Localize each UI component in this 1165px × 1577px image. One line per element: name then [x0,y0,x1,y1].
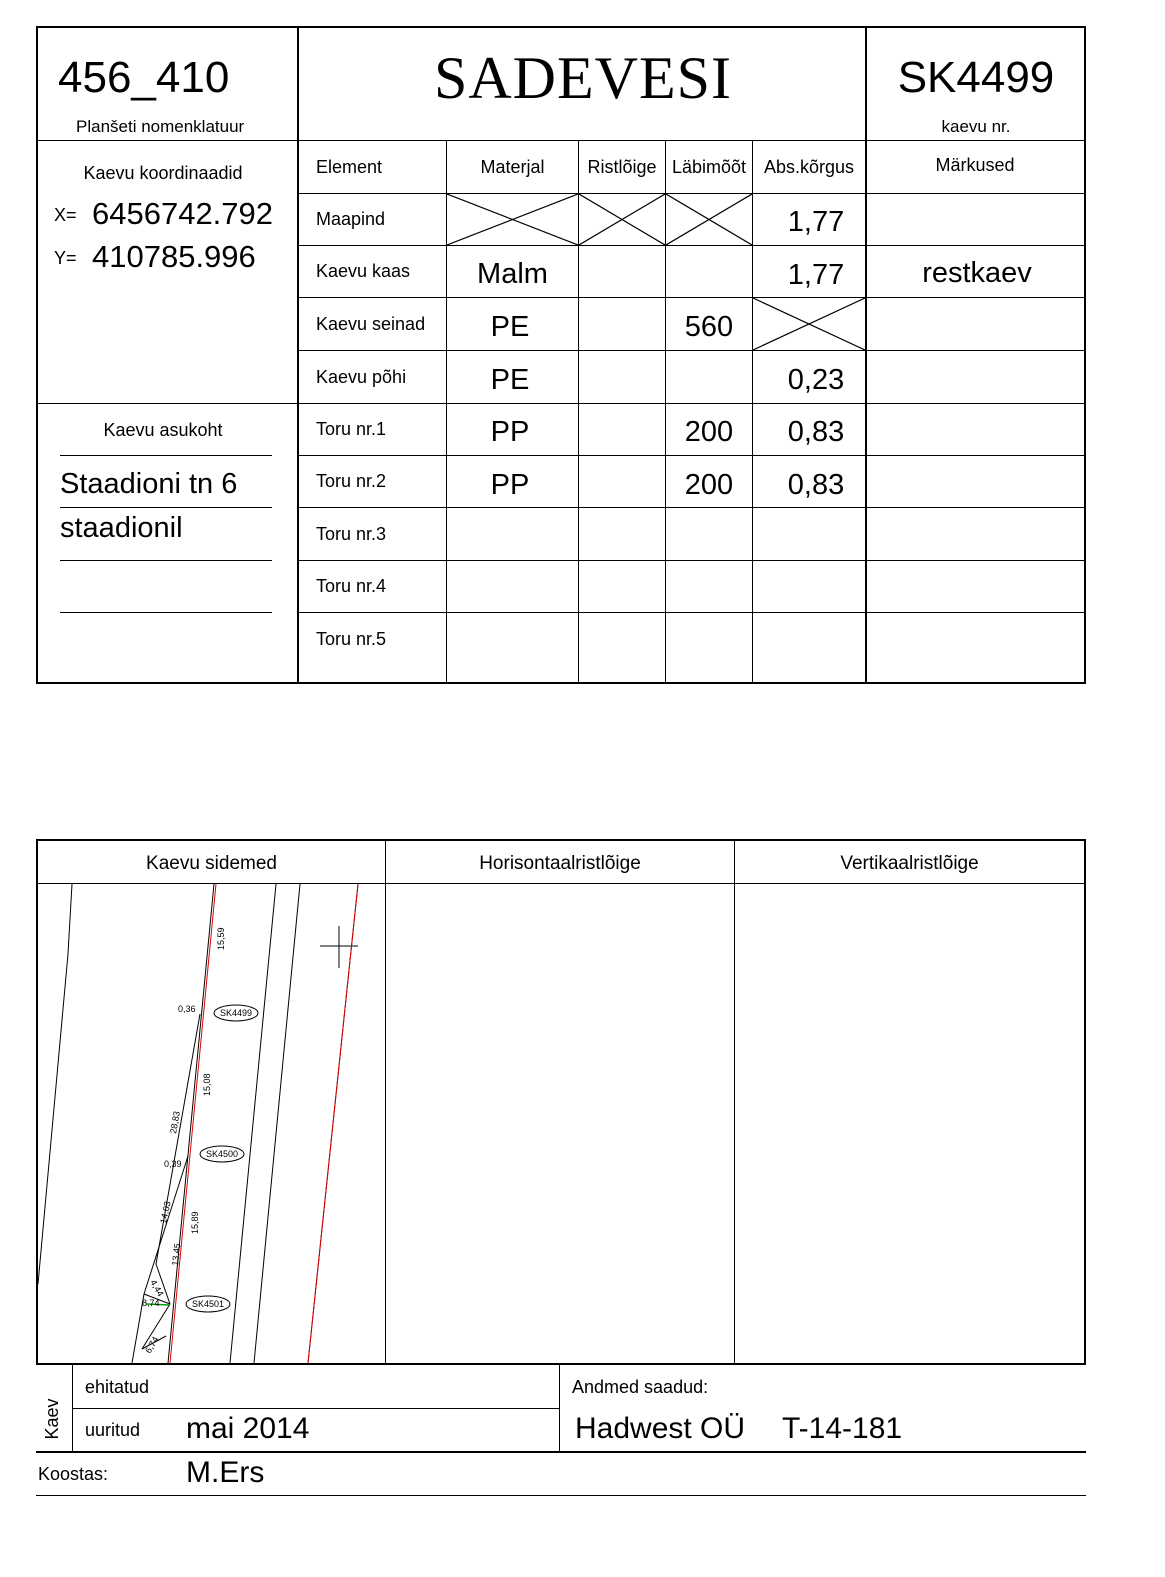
map-dimension-label: 0,36 [178,1004,196,1014]
location-label: Kaevu asukoht [103,420,223,440]
panel-label-vertical: Vertikaalristlõige [840,853,979,874]
y-value: 410785.996 [92,239,256,274]
map-dimension-label: 15,89 [190,1211,200,1234]
row-element: Kaevu põhi [316,367,407,387]
compiled-value: M.Ers [186,1456,265,1489]
surveyed-label: uuritud [85,1420,141,1440]
col-header-notes: Märkused [935,155,1015,175]
map-dimension-label: 15,59 [216,927,226,950]
cell-material: PE [490,311,530,343]
crossed-cell [447,194,578,245]
cell-diameter: 200 [684,469,734,501]
col-header-diameter: Läbimõõt [671,157,747,177]
x-label: X= [54,205,77,225]
data-from-company: Hadwest OÜ [575,1412,746,1445]
panel-label-horizontal: Horisontaalristlõige [479,853,641,874]
sheet-nomenclature-label: Planšeti nomenklatuur [76,117,245,136]
map-dimension-label: 15,08 [202,1073,212,1096]
row-element: Toru nr.3 [316,524,387,544]
map-well-label: SK4501 [191,1299,225,1309]
sheet-nomenclature-value: 456_410 [58,53,230,102]
row-element: Kaevu seinad [316,314,426,334]
cell-diameter: 200 [684,416,734,448]
side-label-kaev: Kaev [42,1398,62,1440]
panel-label-links: Kaevu sidemed [146,853,277,874]
col-header-element: Element [316,157,383,177]
map-dimension-label: 4,44 [148,1278,166,1299]
col-header-material: Materjal [480,157,545,177]
location-line-1: Staadioni tn 6 [60,468,238,500]
cell-abs-height: 1,77 [787,206,845,238]
cell-material: PP [490,469,530,501]
map-dimension-label: 6,74 [143,1334,161,1355]
col-header-cross-section: Ristlõige [587,157,657,177]
data-from-label: Andmed saadud: [572,1377,709,1397]
cell-abs-height: 0,83 [787,416,845,448]
y-label: Y= [54,248,77,268]
coordinates-label: Kaevu koordinaadid [83,163,243,183]
cell-abs-height: 0,23 [787,364,845,396]
crossed-cell [753,298,865,350]
map-dimension-label: 0,39 [164,1159,182,1169]
crossed-cell [666,194,752,245]
row-element: Toru nr.2 [316,471,387,491]
built-label: ehitatud [85,1377,150,1397]
cell-material: Malm [477,258,548,290]
row-element: Kaevu kaas [316,261,411,281]
col-header-abs-height: Abs.kõrgus [763,157,855,177]
crossed-cell [579,194,665,245]
page-title: SADEVESI [433,45,732,111]
row-element: Toru nr.4 [316,576,387,596]
row-element: Maapind [316,209,386,229]
cell-material: PE [490,364,530,396]
well-number-value: SK4499 [897,53,1055,102]
surveyed-value: mai 2014 [186,1412,310,1445]
well-number-label: kaevu nr. [941,117,1011,136]
cell-abs-height: 0,83 [787,469,845,501]
row-element: Toru nr.5 [316,629,387,649]
map-dimension-label: 28,83 [168,1110,182,1135]
map-dimension-label: 14,03 [158,1200,173,1225]
cell-diameter: 560 [684,311,734,343]
map-well-label: SK4499 [219,1008,253,1018]
map-dimension-label: 13,45 [170,1242,183,1267]
compiled-label: Koostas: [38,1464,109,1484]
cell-notes: restkaev [922,257,1032,289]
location-line-2: staadionil [60,512,183,544]
cell-abs-height: 1,77 [787,259,845,291]
data-from-code: T-14-181 [782,1412,903,1445]
map-dimension-label: 8,74 [142,1298,160,1308]
site-map [38,884,385,1363]
row-element: Toru nr.1 [316,419,387,439]
x-value: 6456742.792 [92,196,274,231]
cell-material: PP [490,416,530,448]
map-well-label: SK4500 [205,1149,239,1159]
